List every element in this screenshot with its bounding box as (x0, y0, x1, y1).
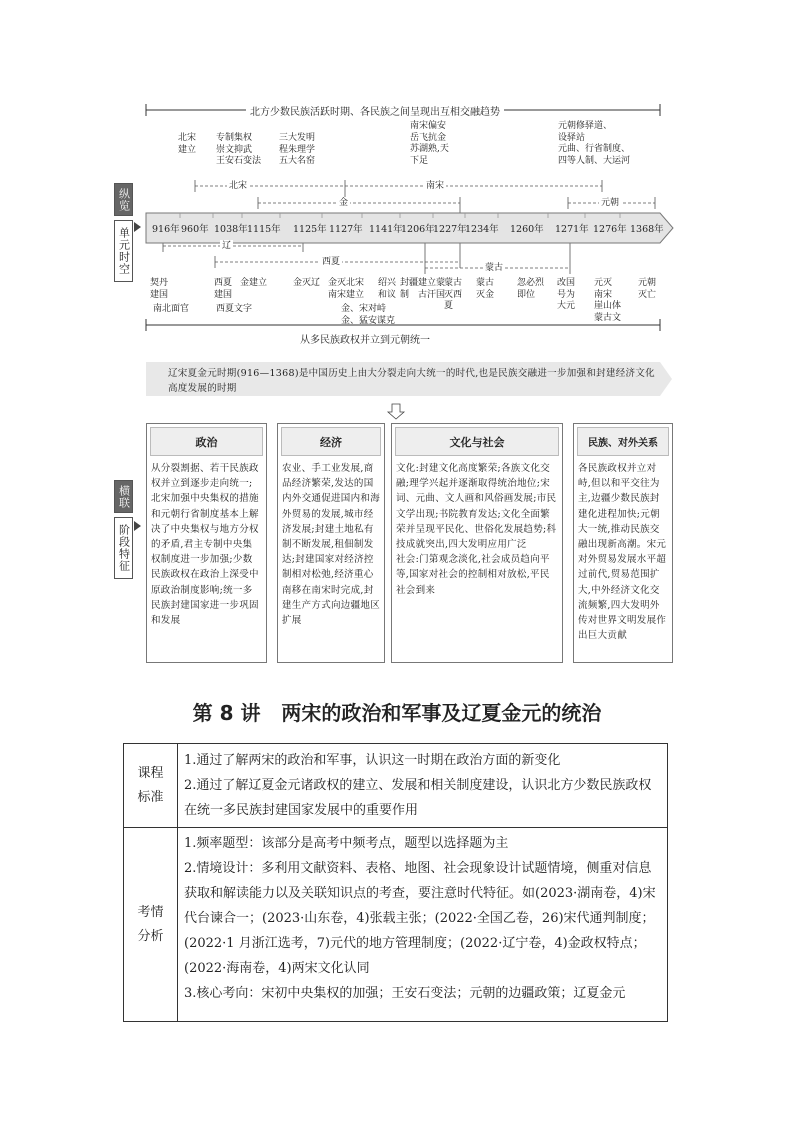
year-label: 916年 (152, 224, 180, 235)
box-title: 经济 (281, 427, 381, 456)
event-song-founded: 北宋 建立 (178, 133, 197, 155)
year-label: 1206年 (401, 224, 435, 235)
event-yuan-song: 元灭 南宋 崖山体 蒙古文 (594, 278, 622, 323)
event-xixia-founded: 西夏 建国 (214, 278, 233, 300)
standards-item: 2.通过了解辽夏金元诸政权的建立、发展和相关制度建设，认识北方少数民族政权在统一多民族封建国家发展中的重要作用 (184, 778, 652, 818)
event-fuzhi: 封疆 制 (400, 278, 419, 300)
analysis-item: 1.频率题型：该部分是高考中频考点，题型以选择题为主 (184, 836, 509, 851)
period-xi-xia: 西夏 (322, 257, 341, 267)
top-banner: 北方少数民族活跃时期、各民族之间呈现出互相交融趋势 (246, 103, 504, 118)
year-label: 1368年 (630, 224, 664, 235)
year-label: 1227年 (433, 224, 467, 235)
standards-label: 课程 标准 (124, 744, 178, 828)
year-label: 960年 (181, 224, 209, 235)
period-jin: 金 (339, 198, 349, 208)
year-label: 1234年 (465, 224, 499, 235)
event-kublai: 忽必烈 即位 (517, 278, 545, 300)
period-liao: 辽 (222, 241, 232, 251)
box-politics (146, 423, 267, 663)
event-yuan-policies: 元朝修驿道、 设驿站 元曲、行省制度、 四等人制、大运河 (558, 121, 631, 166)
box-culture-society (391, 423, 563, 663)
period-yuan-chao: 元朝 (601, 198, 620, 208)
year-label: 1260年 (510, 224, 544, 235)
box-body: 文化:封建文化高度繁荣;各族文化交融;理学兴起并逐渐取得统治地位;宋词、元曲、文人画和风俗画发展;市民文学出现;书院教育发达;文化全面繁荣并呈现平民化、世俗化发展趋势;科技成就突出,四大发明应用广泛 社会:门第观念淡化,社会成员趋向平等,国家对社会的控制相对放松,平民社会到来 (396, 463, 557, 596)
event-shaoxing: 绍兴 和议 (378, 278, 397, 300)
event-jin-destroys-ns: 金灭北宋 南宋建立 (328, 278, 365, 300)
analysis-content (178, 828, 668, 1022)
year-label: 1115年 (247, 224, 281, 235)
period-nan-song: 南宋 (426, 181, 445, 191)
period-meng-gu: 蒙古 (485, 263, 504, 273)
year-label: 1038年 (214, 224, 248, 235)
zonglan-tab: 纵览 (114, 183, 133, 216)
year-label: 1127年 (329, 224, 363, 235)
course-table (123, 743, 668, 1022)
event-nanmian: 南北面官 (153, 304, 190, 314)
event-centralization: 专制集权 崇文抑武 王安石变法 (216, 133, 262, 166)
box-body: 农业、手工业发展,商品经济繁荣,发达的国内外交通促进国内和海外贸易的发展,城市经济发展;封建土地私有制不断发展,租佃制发达;封建国家对经济控制相对松弛,经济重心南移在南宋时完成,封建生产方式向边疆地区扩展 (282, 463, 381, 627)
year-label: 1271年 (555, 224, 589, 235)
event-southern-song: 南宋偏安 岳飞抗金 苏湖熟,天 下足 (410, 121, 449, 166)
period-bei-song: 北宋 (229, 181, 248, 191)
stage-features-tab: 阶段特征 (114, 517, 133, 579)
unit-space-tab: 单元时空 (114, 220, 133, 282)
analysis-item: 2.情境设计：多利用文献资料、表格、地图、社会现象设计试题情境，侧重对信息获取和解读能力以及关联知识点的考查，要注意时代特征。如(2023·湖南卷，4)宋代台谏合一；(2023·山东卷，4)张载主张；(2022·全国乙卷，26)宋代通判制度；(2022·1 月浙江选考，7)元代的地方管理制度；(2022·辽宁卷，4)金政权特点；(2022·海南卷，4)两宋文化认同 (184, 861, 656, 976)
box-title: 政治 (150, 427, 263, 456)
year-label: 1125年 (293, 224, 327, 235)
event-khitan: 契丹 建国 (150, 278, 169, 300)
event-mongol-jin: 蒙古 灭金 (476, 278, 495, 300)
event-jin-founded: 金建立 (240, 278, 268, 288)
event-jin-destroys-liao: 金灭辽 (293, 278, 321, 288)
analysis-item: 3.核心考向：宋初中央集权的加强；王安石变法；元朝的边疆政策；辽夏金元 (184, 986, 626, 1001)
event-inventions: 三大发明 程朱理学 五大名窑 (279, 133, 316, 166)
box-ethnic-foreign (573, 423, 673, 663)
event-mongol-xixia: 蒙古 灭西 夏 (444, 278, 463, 311)
box-economy (277, 423, 385, 663)
year-label: 1276年 (593, 224, 627, 235)
bottom-banner: 从多民族政权并立到元朝统一 (300, 335, 430, 346)
event-xixia-script: 西夏文字 (216, 304, 253, 314)
event-yuan-ends: 元朝 灭亡 (638, 278, 657, 300)
box-body: 从分裂割据、若干民族政权并立到逐步走向统一;北宋加强中央集权的措施和元朝行省制度基本上解决了中央集权与地方分权的矛盾,君主专制中央集权制度进一步加强;少数民族政权在政治上深受中原政治制度影响;统一多民族封建国家进一步巩固和发展 (151, 463, 259, 627)
year-label: 1141年 (369, 224, 403, 235)
event-dayuan: 改国 号为 大元 (557, 278, 576, 311)
event-mongol-founded: 建立蒙 古汗国 (418, 278, 446, 300)
box-body: 各民族政权并立对峙,但以和平交往为主,边疆少数民族封建化进程加快;元朝大一统,推动民族交融出现新高潮。宋元对外贸易发展水平超过前代,贸易范围扩大,中外经济文化交流频繁,四大发明外传对世界文明发展作出巨大贡献 (578, 463, 667, 642)
henglian-tab: 横联 (114, 480, 133, 513)
era-summary: 辽宋夏金元时期(916—1368)是中国历史上由大分裂走向大统一的时代,也是民族交融进一步加强和封建经济文化高度发展的时期 (168, 368, 655, 394)
box-title: 民族、对外关系 (577, 427, 669, 456)
event-jin-song-wars: 金、宋对峙 金、猛安谋克 (341, 304, 396, 326)
standards-item: 1.通过了解两宋的政治和军事，认识这一时期在政治方面的新变化 (184, 753, 561, 768)
box-title: 文化与社会 (395, 427, 559, 456)
lecture-title: 第 8 讲 两宋的政治和军事及辽夏金元的统治 (192, 701, 602, 725)
analysis-label: 考情 分析 (124, 828, 178, 1022)
standards-content (178, 744, 668, 828)
